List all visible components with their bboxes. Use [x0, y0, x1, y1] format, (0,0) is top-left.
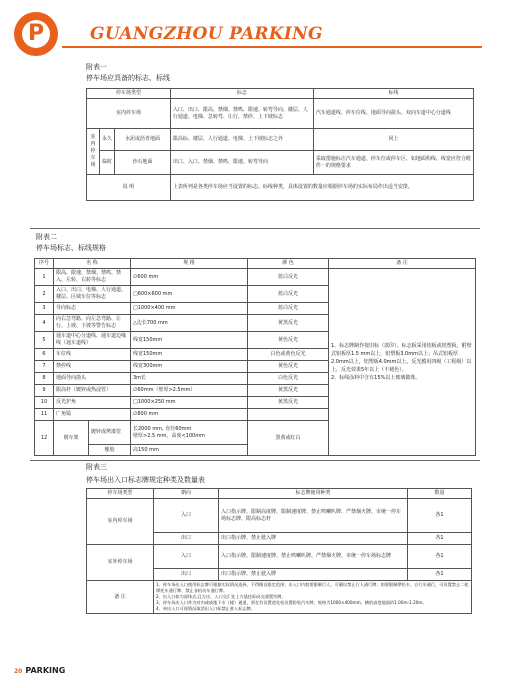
cell: △边长700 mm — [131, 315, 248, 332]
cell: □1000×250 mm — [131, 397, 248, 409]
note-line: 2、出入口如为部体式,且左出、入口交汇处上方悬挂标向交通置告牌。 — [156, 594, 286, 599]
cell: 室外停车场 — [87, 545, 154, 581]
cell: 限高、限速、禁烟、禁鸣、禁入、左转、右转等标志 — [54, 269, 131, 286]
cell: 入口指示牌、限制速度牌、禁止鸣喇叭牌、严禁烟火牌、市统一停车场标志牌 — [219, 545, 408, 569]
cell: 出口 — [154, 533, 219, 545]
cell: 限高杆（镀锌或热浸管） — [54, 385, 131, 397]
cell: 汽车通道线、停车位线、地面导向箭头、双向车道中心分道线 — [313, 99, 473, 129]
cell: 蓝白反光 — [248, 269, 329, 286]
col-header: 停车场类型 — [87, 89, 171, 99]
cell: 3m长 — [131, 373, 248, 385]
cell: 室内停车场 — [87, 99, 171, 129]
cell: 削车架 — [54, 421, 89, 456]
cell: 入口 — [154, 499, 219, 533]
appendix2-label: 附表二 — [36, 233, 57, 241]
cell: 白色反光 — [248, 373, 329, 385]
cell: 各1 — [408, 499, 472, 533]
appendix1-label: 附表一 — [86, 63, 107, 71]
cell: 11 — [35, 409, 54, 421]
cell: 采取措施标注汽车通道、停车位或停车区、如地面构线、线宽应符合附件一的规格要求 — [313, 151, 473, 175]
cell: 入口指示牌、限制高度牌、限制速度牌、禁止鸣喇叭牌、严禁烟火牌、市统一停车场标志牌、限高标志杆 — [219, 499, 408, 533]
cell: 线宽150mm — [131, 349, 248, 361]
cell: 地面导向箭头 — [54, 373, 131, 385]
cell: 蓝白反光 — [248, 286, 329, 303]
cell: ∅600 mm — [131, 269, 248, 286]
cell — [248, 409, 329, 421]
note-line: 3、停车场出入口外为对内或或地下专（楼）通道，须在有设置道先检设置防坠汽车牌、规格为1000×400mm，横的高度地面约1.00m-1.20m。 — [156, 600, 427, 605]
cell: 3 — [35, 303, 54, 315]
cell: 各1 — [408, 545, 472, 569]
cell: 室内停车场 — [87, 129, 100, 175]
brand-underline — [62, 46, 482, 48]
cell: 线宽300mm — [131, 361, 248, 373]
cell: 黄黑反光 — [248, 397, 329, 409]
cell: 长2000 mm, 直径60mm 壁厚>2.5 mm，高度<100mm — [131, 421, 248, 445]
cell: 出口 — [154, 569, 219, 581]
cell: 黄色反光 — [248, 361, 329, 373]
col-header: 数量 — [408, 489, 472, 499]
col-header: 序号 — [35, 259, 54, 269]
cell: 橡胶 — [89, 445, 131, 456]
appendix2-table — [34, 258, 476, 456]
page-number: 20 — [14, 668, 23, 675]
col-header: 规 格 — [131, 259, 248, 269]
cell: 同上 — [313, 129, 473, 151]
cell: 12 — [35, 421, 54, 456]
cell: 广角镜 — [54, 409, 131, 421]
cell: 向右急弯路、向左急弯路、让行、上坡、下坡等警告标志 — [54, 315, 131, 332]
cell: 1、标志牌制作按旧标（款印）。标志板采用铝板或铝塑板，附壁式铝板厚1.5 mm以上，铝塑板3.0mm以上；吊式铝板厚2.0mm以上，铝塑板4.0mm以上。反光膜用四级（工程级）以上，反光效果5年以上（不褪色）。 2、标线涂料中含有15%以上玻璃微珠。 — [329, 269, 476, 456]
cell — [154, 581, 472, 614]
cell: 入口、出口、限高、禁烟、禁鸣、限速、转弯导向、楼层、人行通道、电梯、急转弯、让行、禁停、上下坡标志 — [170, 99, 313, 129]
cell: 黑黄或红白 — [248, 421, 329, 456]
cell: 黄黑反光 — [248, 315, 329, 332]
cell: 出口指示牌、禁止驶入牌 — [219, 533, 408, 545]
appendix3-title: 停车场出入口标志牌规定种类及数量表 — [86, 476, 205, 484]
cell: 沙石地面 — [115, 151, 171, 175]
cell: 4 — [35, 315, 54, 332]
col-header: 停车场类型 — [87, 489, 154, 499]
page-footer — [14, 666, 65, 675]
appendix1-title: 停车场应具备的标志、标线 — [86, 74, 170, 82]
divider — [30, 228, 480, 229]
cell: 临时 — [100, 151, 115, 175]
col-header: 朝向 — [154, 489, 219, 499]
cell: 8 — [35, 373, 54, 385]
col-header: 名 称 — [54, 259, 131, 269]
table-row — [87, 499, 472, 533]
col-header: 颜 色 — [248, 259, 329, 269]
col-header: 备 注 — [329, 259, 476, 269]
cell: 蓝白反光 — [248, 303, 329, 315]
parking-logo — [14, 12, 58, 56]
cell: □1000×400 mm — [131, 303, 248, 315]
col-header: 标线 — [313, 89, 473, 99]
table-row — [35, 269, 476, 286]
cell: 室内停车场 — [87, 499, 154, 545]
table-row — [87, 581, 472, 614]
cell: 9 — [35, 385, 54, 397]
cell: 通车道中心分道线、通车道边缘线（通车道线） — [54, 332, 131, 349]
cell: 出口指示牌、禁止驶入牌 — [219, 569, 408, 581]
cell: 10 — [35, 397, 54, 409]
logo-letter: P — [22, 20, 50, 48]
appendix3-table — [86, 488, 472, 614]
cell: 出口、入口、禁烟、禁鸣、限速、转弯导向 — [170, 151, 313, 175]
cell: 线宽150mm — [131, 332, 248, 349]
cell: 各1 — [408, 569, 472, 581]
cell: 说 明 — [87, 175, 171, 201]
cell: 反光护角 — [54, 397, 131, 409]
cell: 白色或黄色反光 — [248, 349, 329, 361]
cell: 6 — [35, 349, 54, 361]
cell: 上表所列是各类停车场应当设置的标志、标线种类，具体设置的数量应根据停车场的实际布局作出适当安排。 — [170, 175, 473, 201]
appendix2-title: 停车场标志、标线规格 — [36, 244, 106, 252]
cell: □600×600 mm — [131, 286, 248, 303]
table-row — [87, 545, 472, 569]
cell: 限高标、楼层、人行通道、电梯、上下坡标志之外 — [170, 129, 313, 151]
cell: 1 — [35, 269, 54, 286]
cell: 永久 — [100, 129, 115, 151]
note-line: 1、停车场出入口使用标志牌可根据实际情况选择，不得擅自限定范围；出入口内如要限制行人，可确设禁止行人通行牌；如要限制摩托车、自行车通行，可设置禁止二轮摩托车通行牌、禁止非机动车通行牌。 — [156, 582, 469, 593]
cell: 水泥或沥青地面 — [115, 129, 171, 151]
col-header: 标志 — [170, 89, 313, 99]
cell: 导向标志 — [54, 303, 131, 315]
cell: 入口 — [154, 545, 219, 569]
cell: ∅800 mm — [131, 409, 248, 421]
cell: 车位线 — [54, 349, 131, 361]
cell: 5 — [35, 332, 54, 349]
cell: 禁停线 — [54, 361, 131, 373]
footer-label: PARKING — [25, 666, 66, 675]
appendix1-table — [86, 88, 474, 201]
brand-title: GUANGZHOU PARKING — [90, 24, 323, 44]
divider — [30, 460, 480, 461]
cell: ∅60mm（壁厚>2.5mm） — [131, 385, 248, 397]
note-line: 4、单出入口可视情况取消出入口标禁止驶入标志牌。 — [156, 606, 255, 611]
cell: 黄黑反光 — [248, 385, 329, 397]
cell: 入口、出口、电梯、人行通道、楼层、区域车位等标志 — [54, 286, 131, 303]
cell: 备 注 — [87, 581, 154, 614]
cell: 黄色反光 — [248, 332, 329, 349]
cell: 各1 — [408, 533, 472, 545]
cell: 镀锌或烤漆管 — [89, 421, 131, 445]
appendix3-label: 附表三 — [86, 463, 107, 471]
cell: 高150 mm — [131, 445, 248, 456]
cell: 7 — [35, 361, 54, 373]
col-header: 标志牌使用种类 — [219, 489, 408, 499]
cell: 2 — [35, 286, 54, 303]
